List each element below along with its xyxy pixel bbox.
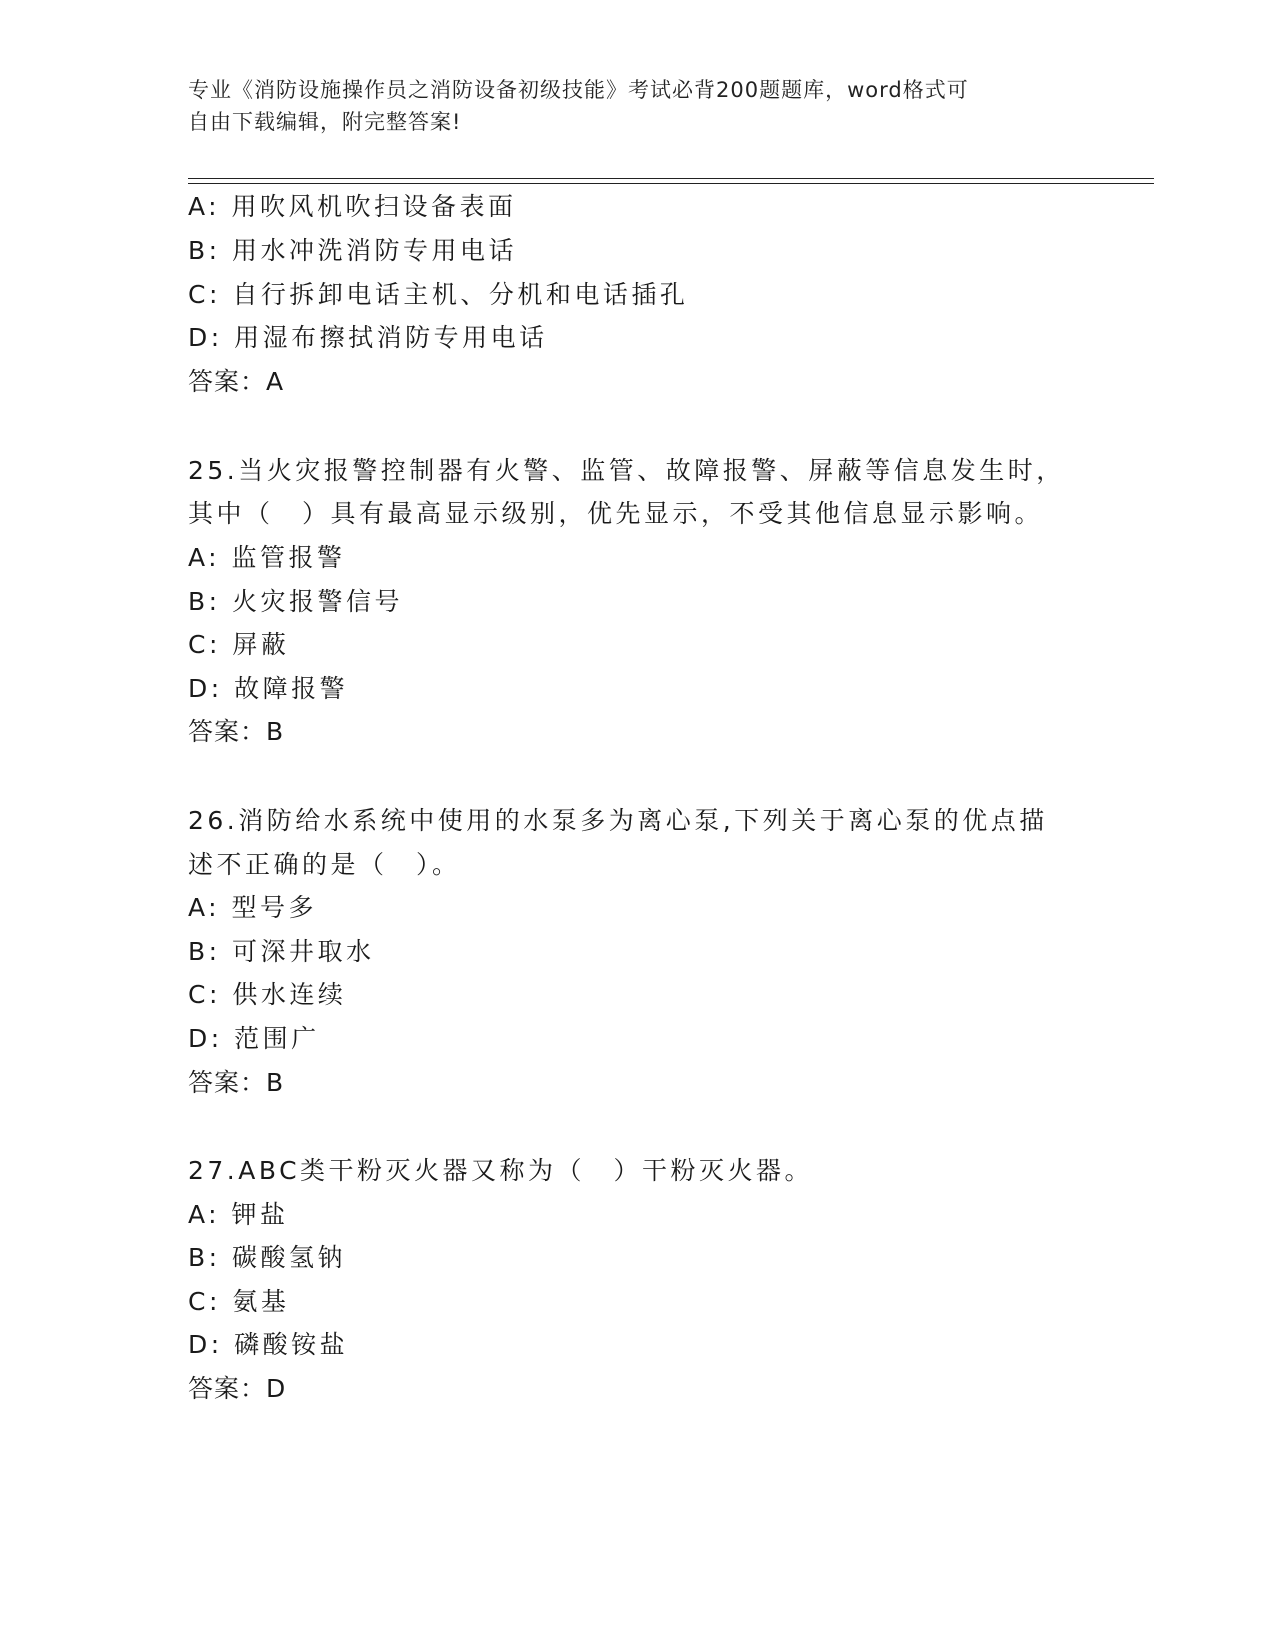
q26-option-b: B: 可深井取水 — [188, 937, 375, 966]
q27-answer: 答案：D — [188, 1374, 287, 1403]
q25-option-b: B: 火灾报警信号 — [188, 587, 404, 616]
document-header — [188, 74, 1088, 138]
q27-option-c: C: 氨基 — [188, 1287, 290, 1316]
q26-option-d: D: 范围广 — [188, 1024, 320, 1053]
q24-option-a: A: 用吹风机吹扫设备表面 — [188, 192, 517, 221]
q27-option-d: D: 磷酸铵盐 — [188, 1330, 349, 1359]
q26-stem-line-2: 述不正确的是（ ）。 — [188, 850, 461, 879]
q24-option-c: C: 自行拆卸电话主机、分机和电话插孔 — [188, 280, 689, 309]
q26-stem-line-1: 26.消防给水系统中使用的水泵多为离心泵,下列关于离心泵的优点描 — [188, 806, 1048, 835]
q26-option-a: A: 型号多 — [188, 893, 318, 922]
header-divider-bottom — [188, 183, 1154, 184]
q27-option-a: A: 钾盐 — [188, 1200, 289, 1229]
q27-stem: 27.ABC类干粉灭火器又称为（ ）干粉灭火器。 — [188, 1156, 814, 1185]
q25-option-c: C: 屏蔽 — [188, 630, 290, 659]
header-line-1: 专业《消防设施操作员之消防设备初级技能》考试必背200题题库，word格式可 — [188, 78, 969, 102]
header-line-2: 自由下载编辑，附完整答案! — [188, 110, 462, 134]
q25-option-a: A: 监管报警 — [188, 543, 346, 572]
header-divider-top — [188, 178, 1154, 179]
q24-option-b: B: 用水冲洗消防专用电话 — [188, 236, 518, 265]
q26-option-c: C: 供水连续 — [188, 980, 347, 1009]
q25-stem-line-1: 25.当火灾报警控制器有火警、监管、故障报警、屏蔽等信息发生时， — [188, 456, 1065, 485]
q27-option-b: B: 碳酸氢钠 — [188, 1243, 347, 1272]
q25-stem-line-2: 其中（ ）具有最高显示级别，优先显示，不受其他信息显示影响。 — [188, 499, 1044, 528]
q25-answer: 答案：B — [188, 717, 285, 746]
q26-answer: 答案：B — [188, 1068, 285, 1097]
q24-option-d: D: 用湿布擦拭消防专用电话 — [188, 323, 548, 352]
q25-option-d: D: 故障报警 — [188, 674, 349, 703]
q24-answer: 答案：A — [188, 367, 285, 396]
